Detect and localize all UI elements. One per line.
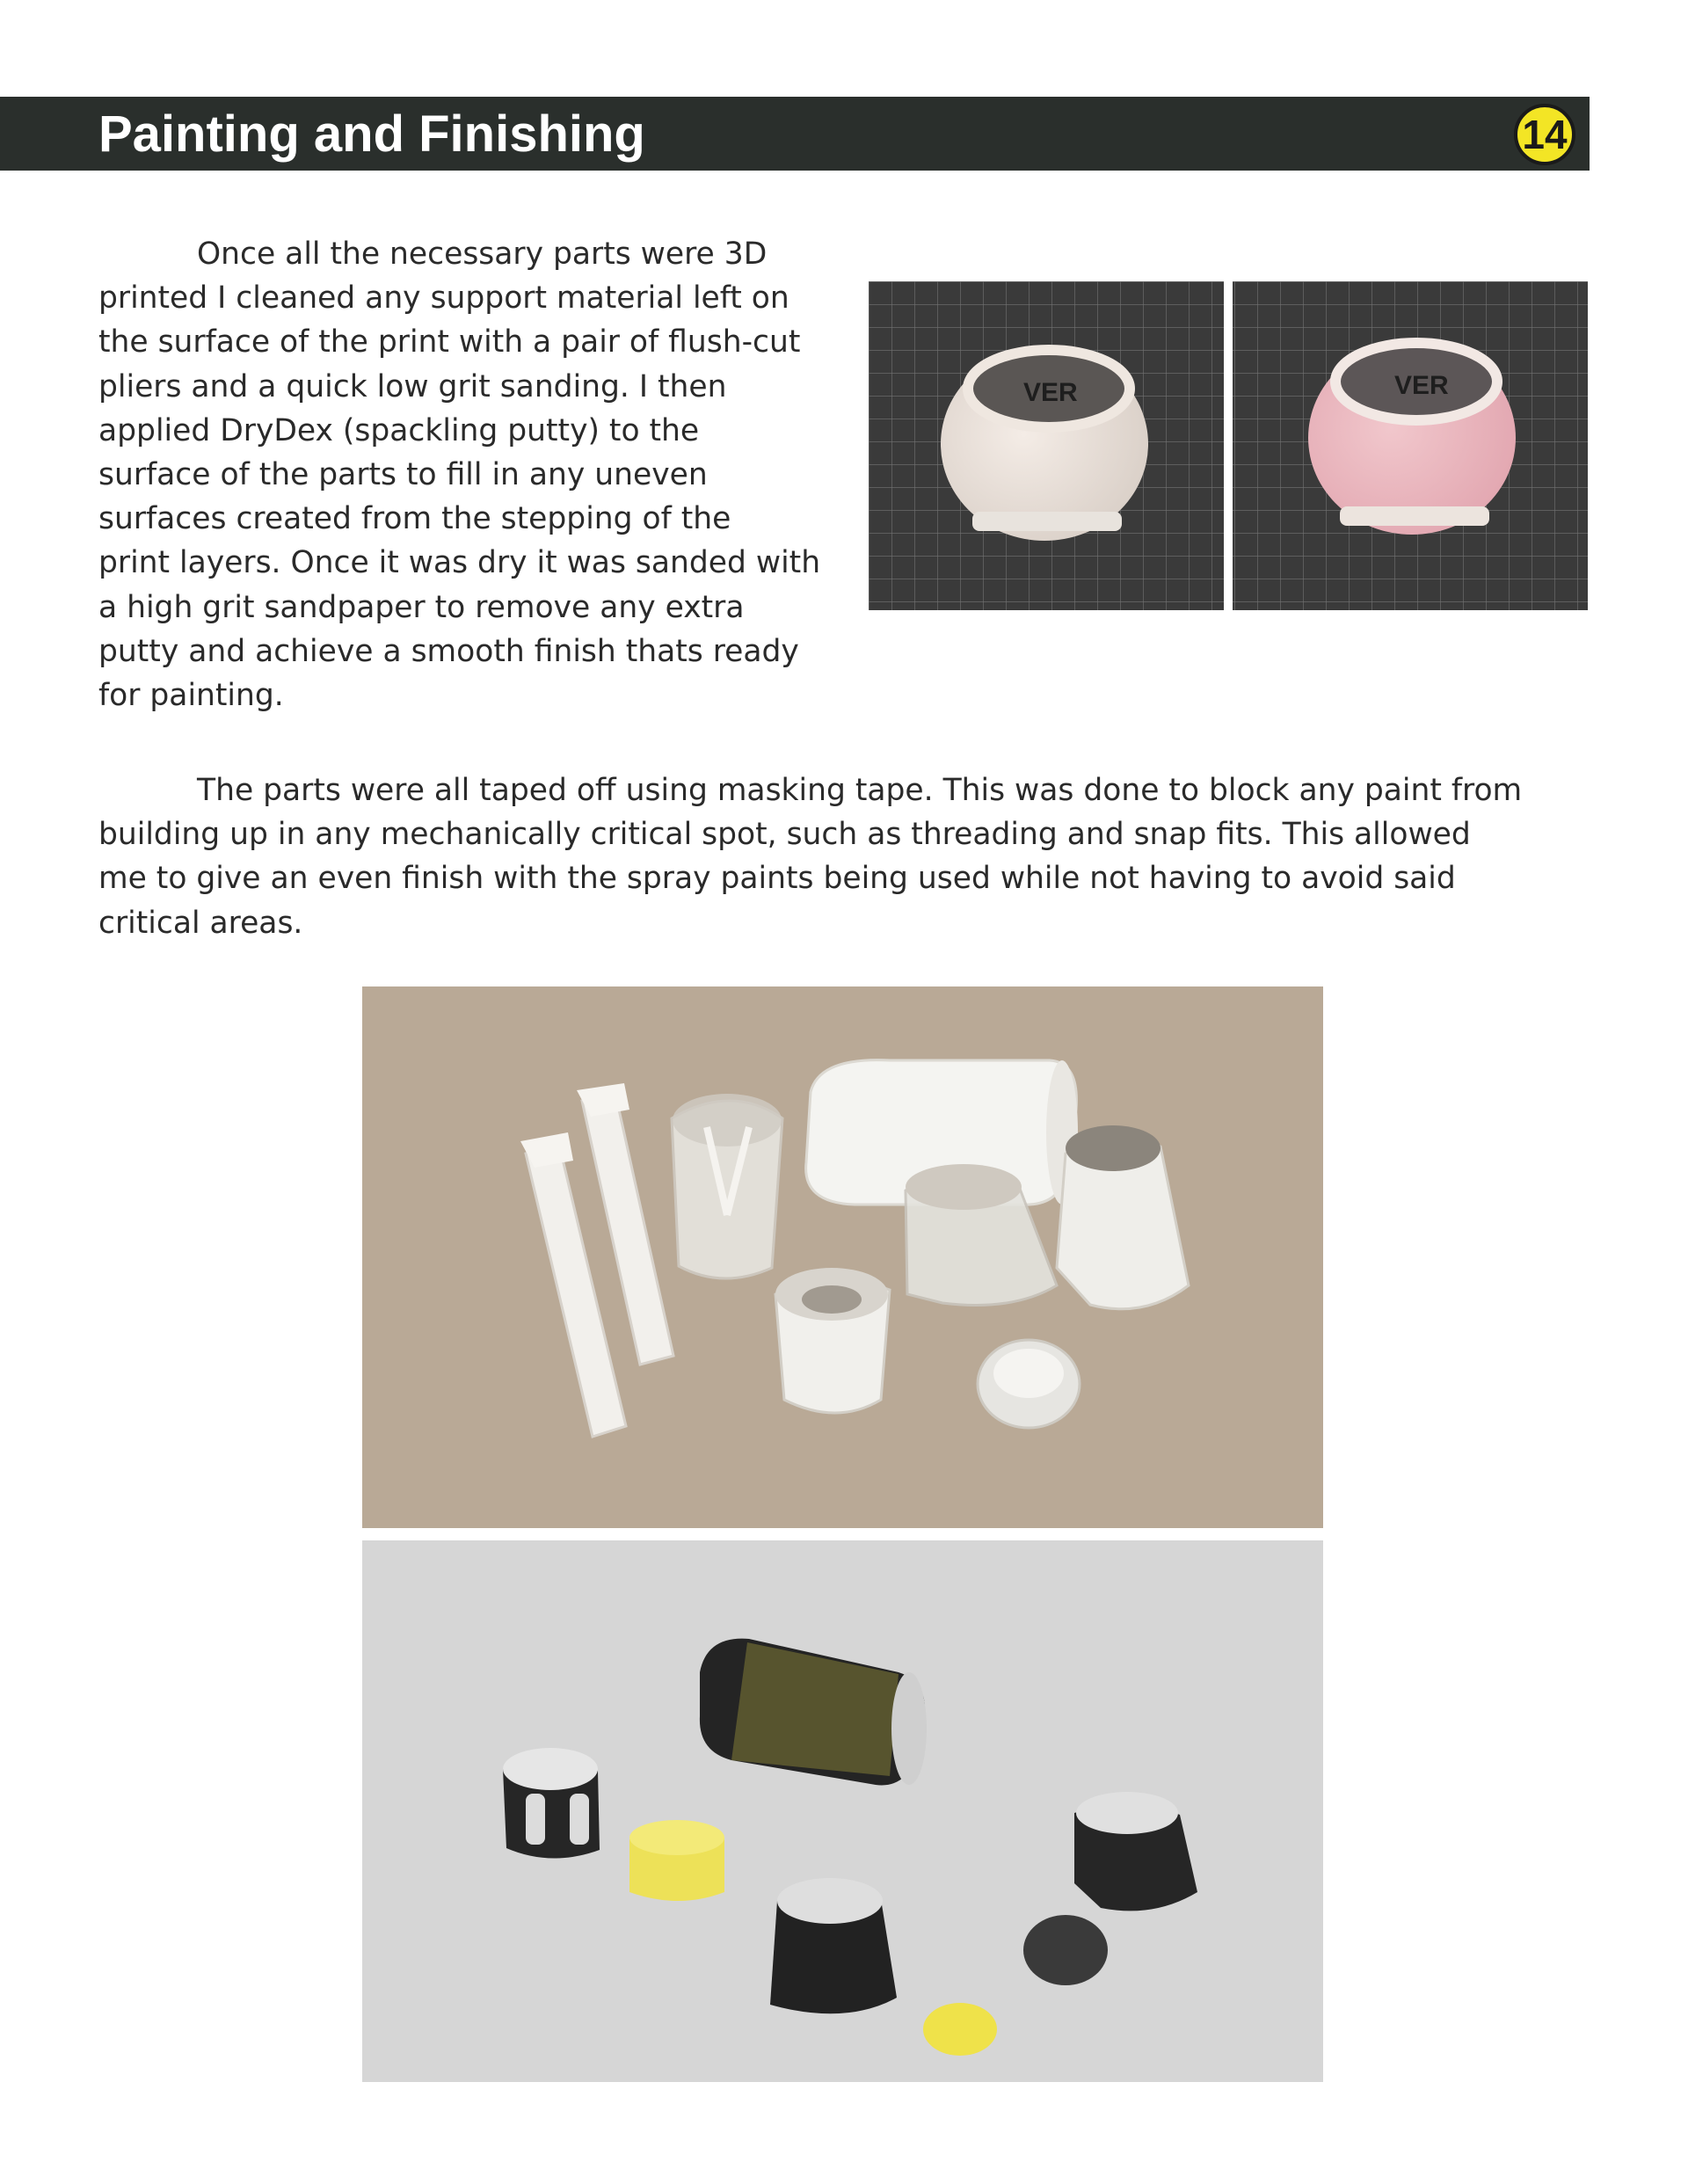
open-cup [775,1268,890,1413]
para1-line: the surface of the print with a pair of flush-cut [98,324,801,360]
para1-line: applied DryDex (spackling putty) to the [98,412,700,448]
pink-shell [1308,341,1516,535]
para2-line: The parts were all taped off using masking tape. This was done to block any paint from [197,773,1523,808]
paragraph-masking [98,768,1593,945]
para1-line: for painting. [98,678,284,714]
page-title: Painting and Finishing [98,106,645,163]
para1-line: print layers. Once it was dry it was sanded with [98,545,821,581]
black-cage [503,1748,600,1859]
photo-putty-parts [869,281,1588,610]
black-disc [1023,1915,1108,1985]
black-tube [700,1639,927,1786]
para1-line: Once all the necessary parts were 3D [197,237,768,272]
para2-line: me to give an even finish with the spray paints being used while not having to avoid said [98,861,1456,897]
para2-line: critical areas. [98,905,303,941]
para1-line: a high grit sandpaper to remove any extra [98,589,745,625]
clear-cage [672,1094,782,1278]
photo-painted-parts [362,1540,1323,2082]
para1-line: pliers and a quick low grit sanding. I then [98,368,727,404]
mat-print-right: VER [1394,371,1449,400]
yellow-mesh-ring [629,1820,724,1901]
paragraph-putty [98,232,855,717]
cone-shell [1057,1125,1189,1309]
para1-line: printed I cleaned any support material left on [98,280,789,317]
black-cone [770,1878,897,2013]
para1-line: putty and achieve a smooth finish thats ready [98,633,799,669]
photo-raw-parts [362,986,1323,1528]
round-cap [978,1340,1080,1428]
para2-line: building up in any mechanically critical spot, such as threading and snap fits. This allowed [98,817,1471,853]
yellow-mesh-disc [923,2003,997,2056]
black-shell [1074,1792,1197,1911]
white-shell [941,347,1148,541]
page-number-badge: 14 [1514,104,1575,165]
para1-line: surface of the parts to fill in any uneven [98,457,708,493]
para1-line: surfaces created from the stepping of the [98,501,731,537]
mat-print-left: VER [1023,378,1078,407]
